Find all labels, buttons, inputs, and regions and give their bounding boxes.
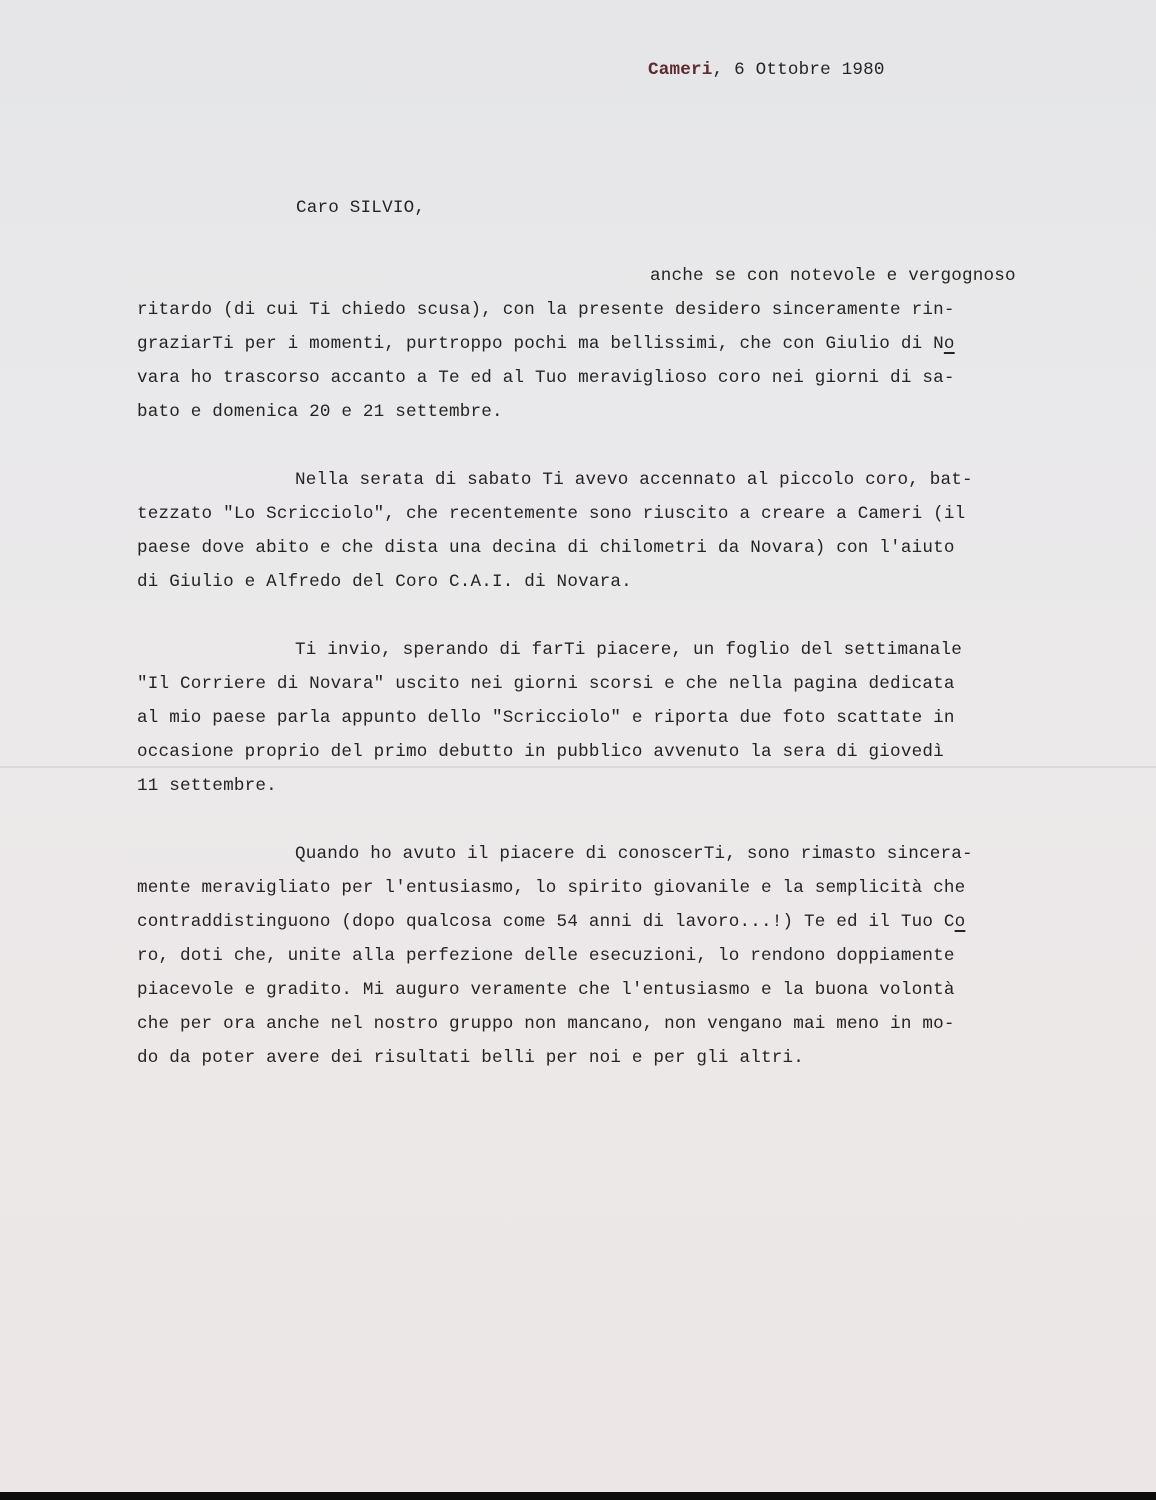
dateline: [648, 60, 885, 80]
paragraph-line: [137, 905, 1037, 939]
paragraph-line: Quando ho avuto il piacere di conoscerTi, sono rimasto sincera-: [295, 844, 973, 864]
line-text: contraddistinguono (dopo qualcosa come 54 anni di lavoro...!) Te ed il Tuo C: [137, 912, 955, 932]
paragraph-2: [137, 463, 1037, 599]
paragraph-line: occasione proprio del primo debutto in pubblico avvenuto la sera di giovedì: [137, 742, 944, 762]
paragraph-line: tezzato "Lo Scricciolo", che recentemente sono riuscito a creare a Cameri (il: [137, 504, 966, 524]
paragraph-3: [137, 633, 1037, 803]
paragraph-line: Ti invio, sperando di farTi piacere, un foglio del settimanale: [295, 640, 962, 660]
paragraph-line: do da poter avere dei risultati belli per noi e per gli altri.: [137, 1048, 804, 1068]
salutation: Caro SILVIO,: [296, 198, 426, 218]
paragraph-line: piacevole e gradito. Mi auguro veramente che l'entusiasmo e la buona volontà: [137, 980, 955, 1000]
paragraph-line: paese dove abito e che dista una decina di chilometri da Novara) con l'aiuto: [137, 538, 955, 558]
paragraph-line: "Il Corriere di Novara" uscito nei giorni scorsi e che nella pagina dedicata: [137, 674, 955, 694]
paragraph-line: di Giulio e Alfredo del Coro C.A.I. di Novara.: [137, 572, 632, 592]
underlined-syllable: o: [954, 912, 966, 932]
dateline-place: Cameri: [648, 60, 713, 80]
paragraph-line: Nella serata di sabato Ti avevo accennato al piccolo coro, bat-: [295, 470, 973, 490]
paragraph-line: [137, 327, 1037, 361]
underlined-syllable: o: [943, 334, 955, 354]
paragraph-line: bato e domenica 20 e 21 settembre.: [137, 402, 503, 422]
dateline-date: , 6 Ottobre 1980: [712, 60, 885, 80]
paragraph-line: vara ho trascorso accanto a Te ed al Tuo meraviglioso coro nei giorni di sa-: [137, 368, 955, 388]
paragraph-line: mente meravigliato per l'entusiasmo, lo spirito giovanile e la semplicità che: [137, 878, 966, 898]
paragraph-line: anche se con notevole e vergognoso: [650, 266, 1016, 286]
paragraph-1: [137, 259, 1037, 429]
paragraph-4: [137, 837, 1037, 1075]
paragraph-line: al mio paese parla appunto dello "Scricciolo" e riporta due foto scattate in: [137, 708, 955, 728]
line-text: graziarTi per i momenti, purtroppo pochi ma bellissimi, che con Giulio di N: [137, 334, 944, 354]
paragraph-line: 11 settembre.: [137, 776, 277, 796]
paragraph-line: ro, doti che, unite alla perfezione delle esecuzioni, lo rendono doppiamente: [137, 946, 955, 966]
paragraph-line: ritardo (di cui Ti chiedo scusa), con la presente desidero sinceramente rin-: [137, 300, 955, 320]
paragraph-line: che per ora anche nel nostro gruppo non mancano, non vengano mai meno in mo-: [137, 1014, 955, 1034]
